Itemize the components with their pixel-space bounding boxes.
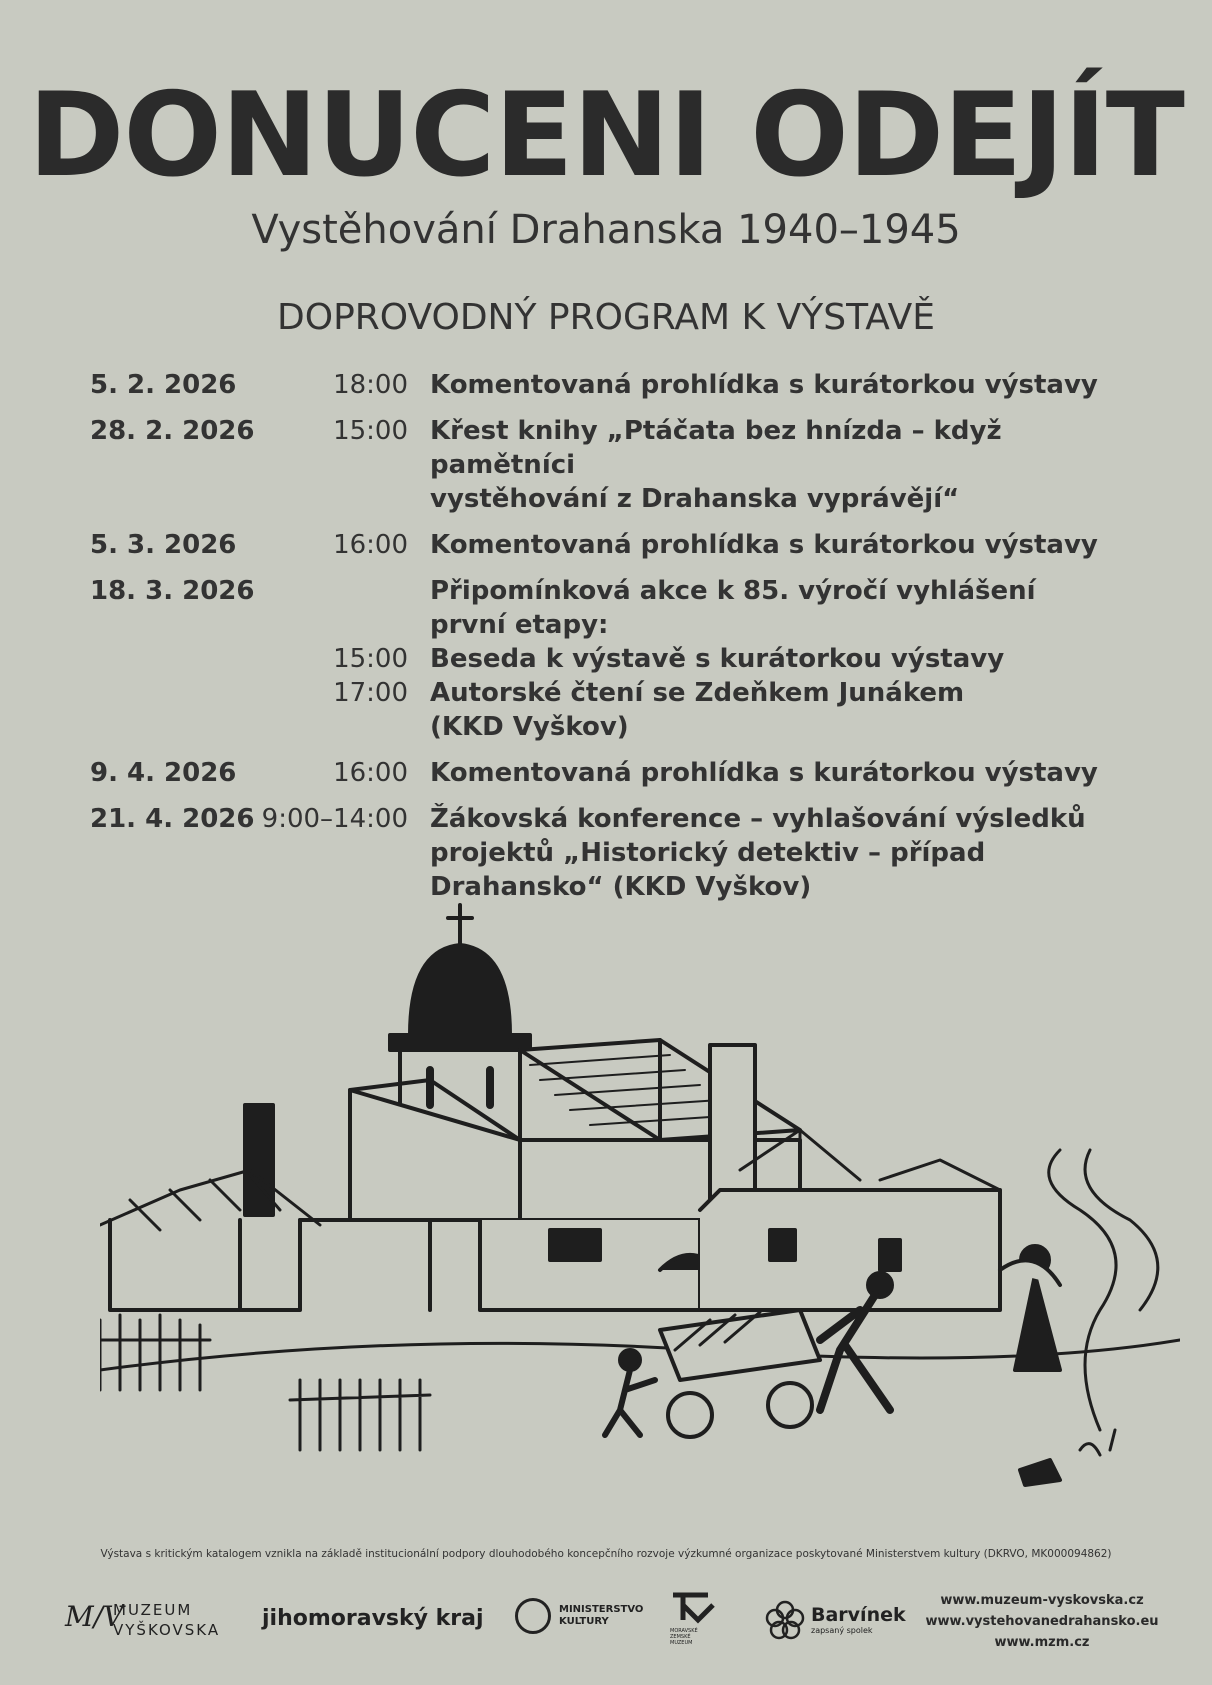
event-date: 5. 2. 2026 (90, 370, 237, 400)
event-line: (KKD Vyškov) (430, 712, 629, 742)
schedule-row (90, 802, 1130, 904)
event-description (430, 528, 1130, 562)
event-date (90, 676, 258, 744)
event-description (430, 802, 1130, 904)
jmk-logo: jihomoravský kraj (262, 1606, 484, 1631)
event-line: Komentovaná prohlídka s kurátorkou výstavy (430, 370, 1098, 400)
footnote: Výstava s kritickým katalogem vznikla na základě institucionální podpory dlouhodobého koncepčního rozvoje výzkumné organizace poskytované Ministerstvem kultury (DKRVO, MK000094862) (100, 1548, 1112, 1560)
event-time: 9:00–14:00 (261, 804, 408, 834)
event-description (430, 368, 1130, 402)
schedule-row (90, 414, 1130, 516)
event-line: první etapy: (430, 610, 609, 640)
event-time (258, 574, 430, 642)
event-description (430, 414, 1130, 516)
event-line: Drahansko“ (KKD Vyškov) (430, 872, 812, 902)
event-date (90, 642, 258, 676)
website-link[interactable]: www.vystehovanedrahansko.eu (925, 1614, 1159, 1629)
website-link[interactable]: www.mzm.cz (994, 1635, 1090, 1650)
website-list (922, 1590, 1162, 1653)
muzeum-line2: VYŠKOVSKA (113, 1621, 221, 1639)
schedule-row (90, 368, 1130, 402)
event-line: Žákovská konference – vyhlašování výsledků (430, 804, 1086, 834)
ministry-circle-icon (515, 1598, 551, 1634)
event-description (430, 756, 1130, 790)
partner-logos (60, 1590, 1160, 1660)
event-description (430, 574, 1130, 642)
poster-subtitle: Vystěhování Drahanska 1940–1945 (251, 207, 961, 253)
program-heading: DOPROVODNÝ PROGRAM K VÝSTAVĚ (277, 297, 935, 338)
schedule-row (90, 528, 1130, 562)
mv-monogram-icon: M/V (65, 1600, 124, 1633)
event-time: 17:00 (333, 678, 408, 708)
schedule-row (90, 574, 1130, 642)
event-date: 5. 3. 2026 (90, 530, 237, 560)
event-description (430, 642, 1130, 676)
event-line: Připomínková akce k 85. výročí vyhlášení (430, 576, 1036, 606)
poster-title: DONUCENI ODEJÍT (28, 68, 1184, 203)
event-line: Beseda k výstavě s kurátorkou výstavy (430, 644, 1005, 674)
mk-line2: KULTURY (559, 1616, 609, 1627)
event-line: Komentovaná prohlídka s kurátorkou výstavy (430, 758, 1098, 788)
schedule-list (90, 368, 1130, 916)
event-line: Křest knihy „Ptáčata bez hnízda – když pamětníci (430, 416, 1002, 480)
event-date: 21. 4. 2026 (90, 804, 255, 834)
barvinek-subtitle: zapsaný spolek (811, 1626, 873, 1635)
mzm-logo (668, 1590, 718, 1646)
event-time: 16:00 (333, 530, 408, 560)
event-time: 15:00 (333, 644, 408, 674)
event-time: 15:00 (333, 416, 408, 446)
village-illustration (100, 890, 1180, 1510)
barvinek-name: Barvínek (811, 1604, 906, 1626)
flower-icon (765, 1600, 805, 1640)
event-description (430, 676, 1130, 744)
mk-line1: MINISTERSTVO (559, 1604, 644, 1615)
event-line: Autorské čtení se Zdeňkem Junákem (430, 678, 965, 708)
mzm-mark-icon (668, 1590, 718, 1630)
muzeum-line1: MUZEUM (113, 1601, 193, 1619)
website-link[interactable]: www.muzeum-vyskovska.cz (940, 1593, 1144, 1608)
event-date: 9. 4. 2026 (90, 758, 237, 788)
schedule-row (90, 642, 1130, 676)
event-date: 18. 3. 2026 (90, 576, 255, 606)
barvinek-logo (765, 1600, 906, 1644)
event-line: projektů „Historický detektiv – případ (430, 838, 986, 868)
event-time: 16:00 (333, 758, 408, 788)
event-date: 28. 2. 2026 (90, 416, 255, 446)
event-line: vystěhování z Drahanska vyprávějí“ (430, 484, 960, 514)
event-time: 18:00 (333, 370, 408, 400)
schedule-row (90, 756, 1130, 790)
event-line: Komentovaná prohlídka s kurátorkou výstavy (430, 530, 1098, 560)
schedule-row (90, 676, 1130, 744)
mzm-caption: MORAVSKÉ ZEMSKÉ MUZEUM (670, 1628, 698, 1646)
